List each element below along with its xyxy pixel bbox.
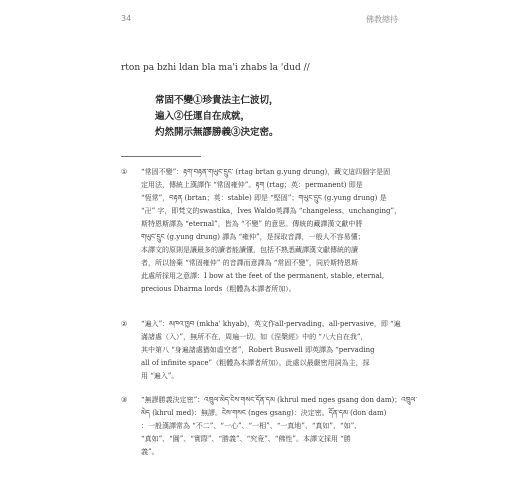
footnote-line: མེད (khrul med)：無謬。ངེས་གསང (nges gsang)：決定密。དོན་དམ (don dam) [141, 409, 387, 417]
footnote-line: “恆常”，བརྟན (brtan；英：stable) 即是 “堅固”；གཡུང་དྲུང (g.yung drung) 是 [141, 194, 387, 202]
footnote-line: “卍” 字，即梵文的swastika，Ives Waldo英譯為 “changeless、unchanging”， [141, 207, 402, 215]
verse-line-3: 灼然開示無謬勝義③決定密。 [155, 127, 279, 138]
footnote-line: གཡུང་དྲུང (g.yung drung) 譯為 “雍仲”，是採取音譯，一般人不容易懂； [141, 233, 365, 241]
verse-line-2: 遍入②任運自在成就， [155, 111, 251, 122]
footnote-line: 用 “遍入”。 [141, 372, 179, 380]
footnote-line: 者，所以捨棄 “常固雍仲” 的音譯而意譯為 “常固不變”，同於斯特恩斯 [141, 259, 358, 267]
footnote-line: 其中第八 “身遍諸處猶如虛空者”，Robert Buswell 即英譯為 “pervading [141, 346, 375, 354]
footnote-line: precious Dharma lords（粗體為本譯者所加）。 [141, 285, 296, 293]
footnote-line: “常固不變”：རྟག་བརྟན་གཡུང་དྲུང་ (rtag brtan g.yung drung)，藏文這四個字是固 [141, 168, 391, 176]
footnote-marker: ② [121, 320, 128, 328]
footnote-line: “遍入”：མཁའ་ཁྱབ (mkha' khyab)，英文作all-pervading、all-pervasive，即 “遍 [141, 320, 401, 328]
footnote-line: 義”。 [141, 448, 159, 456]
footnote-line: all of infinite space”（粗體為本譯者所加）。此處以最嚴密用詞為主，採 [141, 359, 370, 367]
footnote-line: “真如”、“圓”、“實際”、“勝義”、“究竟”、“佛性”。本譯文採用 “勝 [141, 435, 351, 443]
footnote-line: 此處所採用之意譯：I bow at the feet of the permanent, stable, eternal, [141, 272, 385, 280]
footnote-marker: ③ [121, 396, 128, 404]
page-header [121, 14, 398, 28]
footnote-line: 定用法，傳統上漢譯作 “常固雍仲”。རྟག (rtag；英：permanent) 即是 [141, 181, 363, 189]
verse-line-1: 常固不變①珍貴法主仁波切， [155, 95, 279, 106]
footnote-divider [121, 156, 201, 157]
footnote-marker: ① [121, 168, 128, 176]
running-head: 佛教總持 [366, 15, 398, 24]
footnote-line: “無謬勝義決定密”：འཁྲུལ་མེད་ངེས་གསང་དོན་དམ (khrul med nges gsang don dam)；འཁྲུལ་ [141, 396, 417, 404]
footnote-line: 斯特恩斯譯為 “eternal”，皆為 “不變” 的意思。傳統的藏譯漢文獻中將 [141, 220, 363, 228]
footnote-line: ：一般漢譯常為 “不二”、“一心”、“一相”、“一真地”、“真如”、“如”、 [141, 422, 362, 430]
page-number: 34 [121, 14, 132, 23]
tibetan-transliteration: rton pa bzhi ldan bla ma'i zhabs la 'dud // [121, 63, 310, 73]
footnote-line: 本譯文的原則是讓最多的讀者能讀懂，包括不熟悉藏譯漢文獻傳統的讀 [141, 246, 358, 254]
footnote-line: 滿諸處（入）”，無所不在，周遍一切。如《涅槃經》中的 “八大自在我”， [141, 333, 368, 341]
